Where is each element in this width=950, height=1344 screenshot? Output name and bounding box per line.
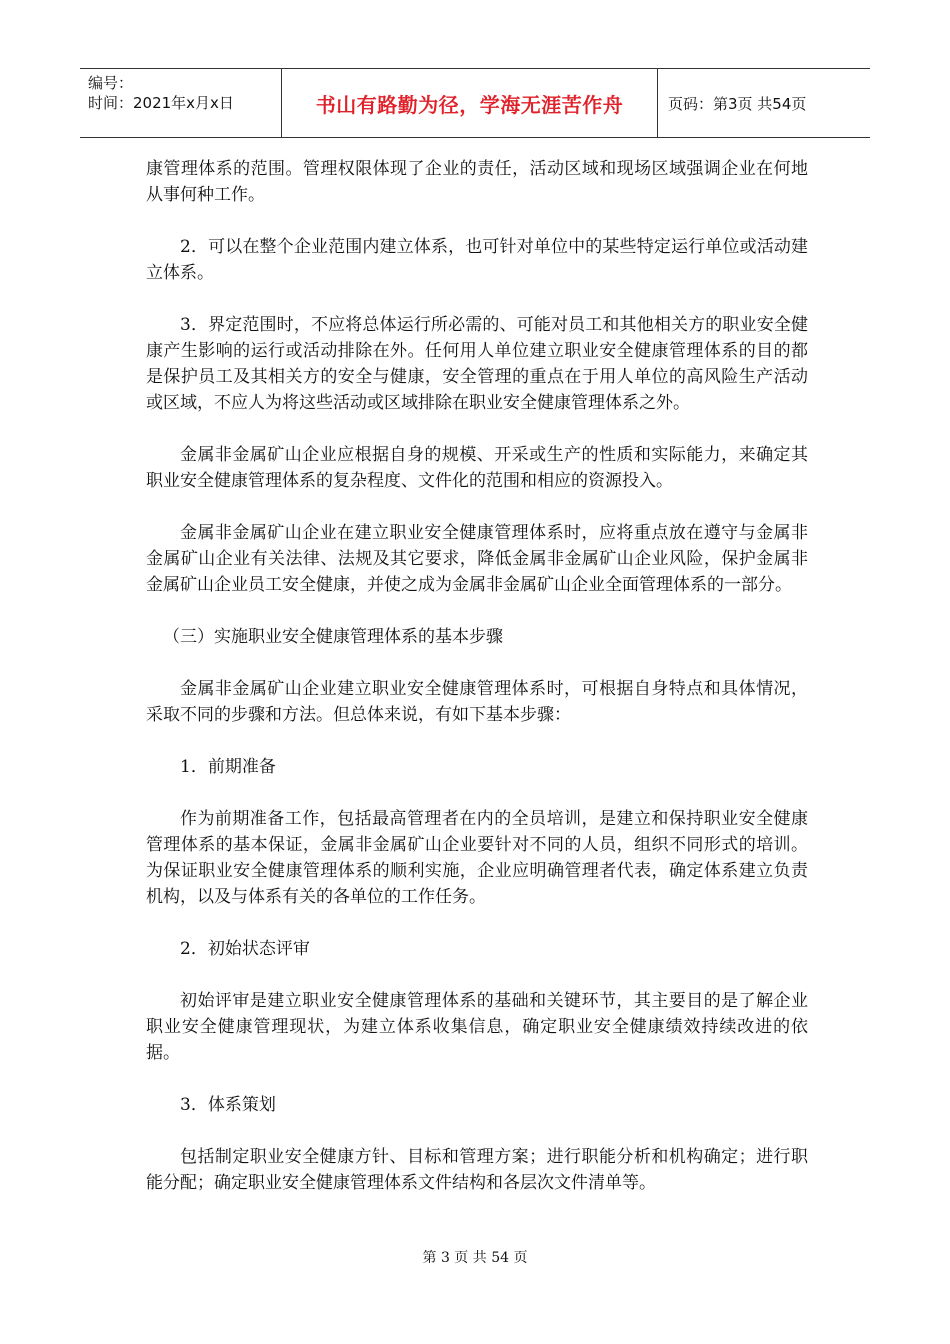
step-heading: 2．初始状态评审 [180,939,310,959]
section-heading: （三）实施职业安全健康管理体系的基本步骤 [163,627,503,647]
paragraph: 初始评审是建立职业安全健康管理体系的基础和关键环节，其主要目的是了解企业职业安全健康管理现状，为建立体系收集信息，确定职业安全健康绩效持续改进的依据。 [146,991,808,1063]
document-time: 时间：2021年x月x日 [88,94,234,112]
header-meta [80,69,282,137]
page-footer: 第 3 页 共 54 页 [422,1250,528,1266]
paragraph: 2．可以在整个企业范围内建立体系，也可针对单位中的某些特定运行单位或活动建立体系。 [146,237,808,283]
step-heading: 3．体系策划 [180,1095,276,1115]
paragraph: 金属非金属矿山企业建立职业安全健康管理体系时，可根据自身特点和具体情况，采取不同的步骤和方法。但总体来说，有如下基本步骤： [146,679,808,725]
header-page-number: 页码：第3页 共54页 [668,94,807,113]
paragraph: 金属非金属矿山企业应根据自身的规模、开采或生产的性质和实际能力，来确定其职业安全健康管理体系的复杂程度、文件化的范围和相应的资源投入。 [146,445,808,491]
paragraph: 包括制定职业安全健康方针、目标和管理方案；进行职能分析和机构确定；进行职能分配；确定职业安全健康管理体系文件结构和各层次文件清单等。 [146,1147,808,1193]
paragraph: 3．界定范围时，不应将总体运行所必需的、可能对员工和其他相关方的职业安全健康产生影响的运行或活动排除在外。任何用人单位建立职业安全健康管理体系的目的都是保护员工及其相关方的安全与健康，安全管理的重点在于用人单位的高风险生产活动或区域，不应人为将这些活动或区域排除在职业安全健康管理体系之外。 [146,315,808,413]
header-motto: 书山有路勤为径，学海无涯苦作舟 [282,69,658,137]
step-heading: 1．前期准备 [180,757,276,777]
paragraph: 康管理体系的范围。管理权限体现了企业的责任，活动区域和现场区域强调企业在何地从事何种工作。 [146,159,808,205]
page-header [80,68,870,138]
paragraph: 金属非金属矿山企业在建立职业安全健康管理体系时，应将重点放在遵守与金属非金属矿山企业有关法律、法规及其它要求，降低金属非金属矿山企业风险，保护金属非金属矿山企业员工安全健康，并使之成为金属非金属矿山企业全面管理体系的一部分。 [146,523,808,595]
paragraph: 作为前期准备工作，包括最高管理者在内的全员培训，是建立和保持职业安全健康管理体系的基本保证，金属非金属矿山企业要针对不同的人员，组织不同形式的培训。为保证职业安全健康管理体系的顺利实施，企业应明确管理者代表，确定体系建立负责机构，以及与体系有关的各单位的工作任务。 [146,809,808,907]
document-body [146,156,808,1196]
document-number: 编号： [88,74,134,92]
